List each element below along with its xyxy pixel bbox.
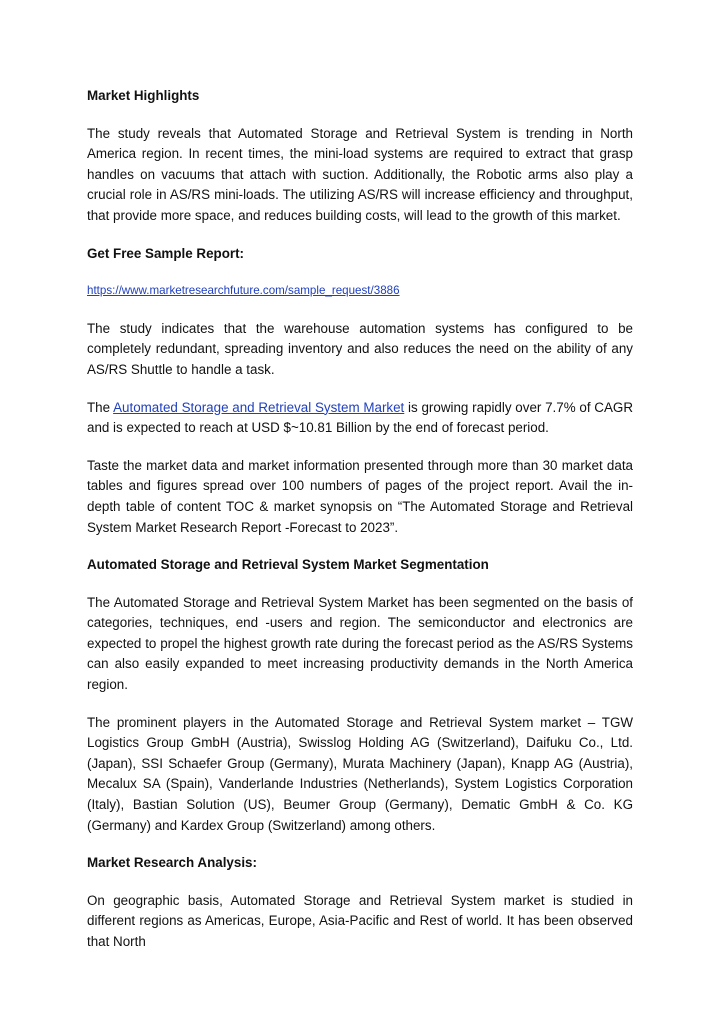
analysis-heading: Market Research Analysis:: [87, 855, 257, 871]
geographic-paragraph: On geographic basis, Automated Storage and Retrieval System market is studied in different regions as Americas, Europe, Asia-Pacific and Rest of world. It has been observed that North: [87, 892, 633, 949]
asrs-market-link[interactable]: Automated Storage and Retrieval System Market: [113, 399, 405, 415]
warehouse-automation-paragraph: The study indicates that the warehouse automation systems has configured to be completely redundant, spreading inventory and also reduces the need on the ability of any AS/RS Shuttle to handle a task.: [87, 320, 633, 377]
market-highlights-heading: Market Highlights: [87, 88, 200, 103]
sample-report-link-line: [87, 280, 633, 302]
cagr-paragraph: [87, 398, 633, 439]
document-page: [87, 86, 633, 953]
sample-report-link[interactable]: https://www.marketresearchfuture.com/sample_request/3886: [87, 284, 400, 298]
cagr-prefix: The: [87, 399, 114, 415]
segmentation-paragraph: The Automated Storage and Retrieval System Market has been segmented on the basis of categories, techniques, end -users and region. The semiconductor and electronics are expected to propel the highest growth rate during the forecast period as the AS/RS Systems can also easily expanded to meet increasing productivity demands in the North America region.: [87, 594, 633, 693]
market-highlights-paragraph: The study reveals that Automated Storage and Retrieval System is trending in North America region. In recent times, the mini-load systems are required to extract that grasp handles on vacuums that attach with suction. Additionally, the Robotic arms also play a crucial role in AS/RS mini-loads. The utilizing AS/RS will increase efficiency and throughput, that provide more space, and reduces building costs, will lead to the growth of this market.: [87, 125, 633, 223]
market-data-paragraph: Taste the market data and market information presented through more than 30 market data tables and figures spread over 100 numbers of pages of the project report. Avail the in-depth table of content TOC & market synopsis on “The Automated Storage and Retrieval System Market Research Report -Forecast to 2023”.: [87, 457, 633, 535]
segmentation-heading: Automated Storage and Retrieval System Market Segmentation: [87, 557, 489, 573]
cagr-suffix: is growing rapidly over 7.7% of CAGR and is expected to reach at USD $~10.81 Billion by the end of forecast period.: [87, 399, 633, 436]
sample-report-heading: Get Free Sample Report:: [87, 245, 245, 261]
key-players-paragraph: The prominent players in the Automated Storage and Retrieval System market – TGW Logistics Group GmbH (Austria), Swisslog Holding AG (Switzerland), Daifuku Co., Ltd. (Japan), SSI Schaefer Group (Germany), Murata Machinery (Japan), Knapp AG (Austria), Mecalux SA (Spain), Vanderlande Industries (Netherlands), System Logistics Corporation (Italy), Bastian Solution (US), Beumer Group (Germany), Dematic GmbH & Co. KG (Germany) and Kardex Group (Switzerland) among others.: [87, 714, 633, 833]
